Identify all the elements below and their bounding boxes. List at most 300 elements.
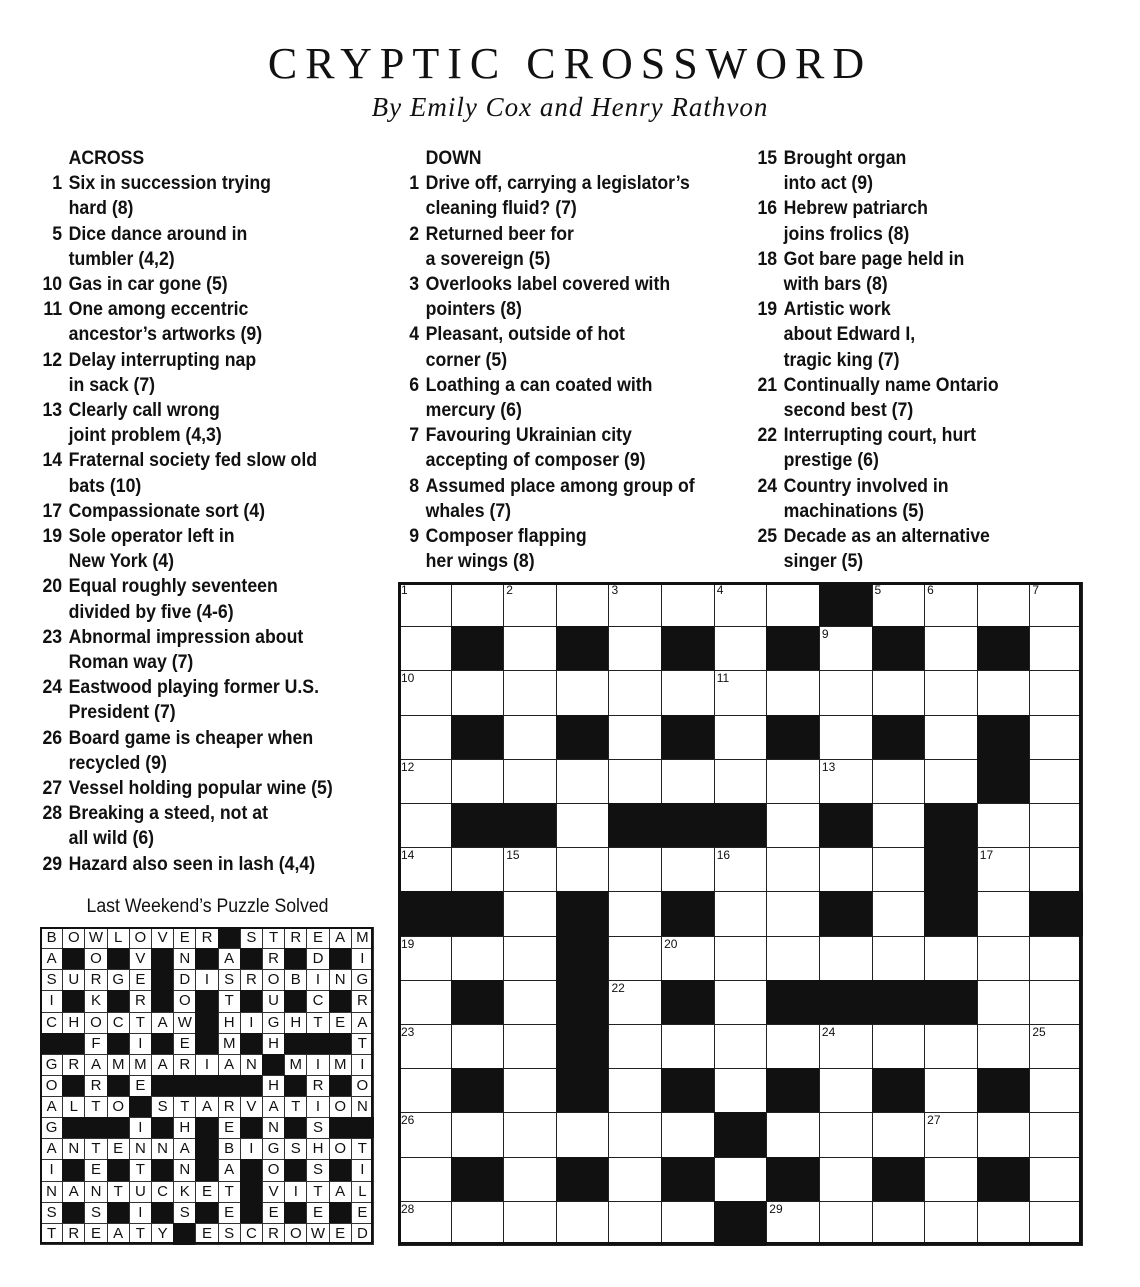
across-clue-12[interactable] bbox=[37, 348, 351, 398]
grid-cell[interactable] bbox=[608, 980, 662, 1025]
grid-cell[interactable] bbox=[503, 847, 557, 892]
solution-letter: D bbox=[306, 948, 329, 970]
down-clue-7[interactable] bbox=[394, 423, 708, 473]
down-clue-2[interactable] bbox=[394, 222, 708, 272]
grid-cell[interactable] bbox=[977, 1024, 1031, 1069]
solution-letter: B bbox=[284, 969, 307, 991]
grid-cell[interactable] bbox=[398, 1024, 452, 1069]
grid-cell[interactable] bbox=[608, 626, 662, 671]
solution-letter: E bbox=[129, 969, 152, 991]
solution-black-square bbox=[195, 1033, 218, 1055]
grid-cell[interactable] bbox=[714, 847, 768, 892]
grid-cell[interactable] bbox=[1029, 1201, 1083, 1246]
grid-cell[interactable] bbox=[398, 1068, 452, 1113]
black-square bbox=[556, 1157, 610, 1202]
grid-cell[interactable] bbox=[924, 670, 978, 715]
clue-number: 29 bbox=[42, 853, 63, 875]
solution-letter: I bbox=[40, 1159, 63, 1181]
black-square bbox=[556, 1068, 610, 1113]
grid-cell[interactable] bbox=[1029, 936, 1083, 981]
grid-cell[interactable] bbox=[872, 1024, 926, 1069]
clue-text-line: second best (7) bbox=[783, 400, 914, 422]
grid-cell[interactable] bbox=[503, 670, 557, 715]
grid-cell[interactable] bbox=[451, 936, 505, 981]
grid-cell[interactable] bbox=[1029, 582, 1083, 627]
grid-cell[interactable] bbox=[872, 803, 926, 848]
grid-cell[interactable] bbox=[977, 582, 1031, 627]
page-title: CRYPTIC CROSSWORD bbox=[267, 39, 873, 88]
grid-cell[interactable] bbox=[714, 1024, 768, 1069]
grid-cell[interactable] bbox=[556, 582, 610, 627]
clue-text-line: mercury (6) bbox=[425, 400, 522, 422]
across-clue-24[interactable] bbox=[37, 675, 351, 725]
grid-cell[interactable] bbox=[766, 936, 820, 981]
grid-cell[interactable] bbox=[451, 847, 505, 892]
down-clue-15[interactable] bbox=[752, 146, 1031, 196]
grid-cell[interactable] bbox=[661, 1201, 715, 1246]
solution-letter: B bbox=[40, 927, 63, 949]
solution-letter: T bbox=[84, 1138, 107, 1160]
grid-cell[interactable] bbox=[872, 1112, 926, 1157]
cell-number: 27 bbox=[927, 1113, 941, 1128]
grid-cell[interactable] bbox=[1029, 980, 1083, 1025]
grid-cell[interactable] bbox=[977, 803, 1031, 848]
grid-cell[interactable] bbox=[1029, 1157, 1083, 1202]
grid-cell[interactable] bbox=[924, 1024, 978, 1069]
solution-black-square bbox=[173, 1075, 196, 1097]
clue-text-line: Abnormal impression about bbox=[68, 626, 304, 648]
clue-number: 23 bbox=[42, 626, 63, 648]
grid-cell[interactable] bbox=[661, 847, 715, 892]
grid-cell[interactable] bbox=[503, 1201, 557, 1246]
grid-cell[interactable] bbox=[924, 1157, 978, 1202]
cell-number: 16 bbox=[716, 848, 731, 863]
grid-cell[interactable] bbox=[977, 891, 1031, 936]
grid-cell[interactable] bbox=[503, 1024, 557, 1069]
solution-letter: I bbox=[306, 969, 329, 991]
grid-cell[interactable] bbox=[398, 1112, 452, 1157]
grid-cell[interactable] bbox=[503, 1068, 557, 1113]
down-clue-19[interactable] bbox=[752, 297, 1031, 373]
across-clue-5[interactable] bbox=[37, 222, 351, 272]
clue-text-line: machinations (5) bbox=[783, 500, 925, 522]
solution-black-square bbox=[107, 1117, 130, 1139]
solution-letter: R bbox=[284, 927, 307, 949]
clue-text-line: Eastwood playing former U.S. bbox=[68, 677, 319, 699]
solution-black-square bbox=[151, 1075, 174, 1097]
clue-text-line: Hebrew patriarch bbox=[783, 198, 928, 220]
solution-letter: T bbox=[284, 1096, 307, 1118]
grid-cell[interactable] bbox=[451, 1201, 505, 1246]
across-clue-14[interactable] bbox=[37, 448, 351, 498]
grid-cell[interactable] bbox=[451, 670, 505, 715]
down-clue-22[interactable] bbox=[752, 423, 1031, 473]
grid-cell[interactable] bbox=[661, 670, 715, 715]
clue-number: 13 bbox=[42, 400, 63, 422]
crossword-grid[interactable] bbox=[398, 582, 1082, 1245]
grid-cell[interactable] bbox=[766, 582, 820, 627]
grid-cell[interactable] bbox=[766, 847, 820, 892]
solution-letter: N bbox=[84, 1181, 107, 1203]
grid-cell[interactable] bbox=[977, 670, 1031, 715]
solution-black-square bbox=[107, 948, 130, 970]
grid-cell[interactable] bbox=[503, 891, 557, 936]
down-clue-9[interactable] bbox=[394, 524, 708, 574]
solution-black-square bbox=[107, 1159, 130, 1181]
solution-black-square bbox=[195, 948, 218, 970]
grid-cell[interactable] bbox=[556, 847, 610, 892]
grid-cell[interactable] bbox=[661, 582, 715, 627]
solution-letter: H bbox=[62, 1012, 85, 1034]
grid-cell[interactable] bbox=[714, 936, 768, 981]
grid-cell[interactable] bbox=[1029, 1068, 1083, 1113]
grid-cell[interactable] bbox=[608, 670, 662, 715]
grid-cell[interactable] bbox=[872, 759, 926, 804]
grid-cell[interactable] bbox=[714, 715, 768, 760]
down-clue-8[interactable] bbox=[394, 474, 708, 524]
clue-text-line: her wings (8) bbox=[425, 551, 535, 573]
grid-cell[interactable] bbox=[977, 980, 1031, 1025]
grid-cell[interactable] bbox=[872, 847, 926, 892]
clue-text-line: in sack (7) bbox=[68, 374, 156, 396]
across-clue-11[interactable] bbox=[37, 297, 351, 347]
cell-number: 7 bbox=[1032, 583, 1040, 597]
solution-letter: E bbox=[218, 1202, 241, 1224]
solution-black-square bbox=[195, 1202, 218, 1224]
grid-cell[interactable] bbox=[924, 582, 978, 627]
grid-cell[interactable] bbox=[1029, 847, 1083, 892]
grid-cell[interactable] bbox=[819, 1201, 873, 1246]
grid-cell[interactable] bbox=[661, 1024, 715, 1069]
down-clue-1[interactable] bbox=[394, 171, 708, 221]
grid-cell[interactable] bbox=[608, 847, 662, 892]
down-clue-25[interactable] bbox=[752, 524, 1031, 574]
down-clue-24[interactable] bbox=[752, 474, 1031, 524]
grid-cell[interactable] bbox=[1029, 759, 1083, 804]
solution-black-square bbox=[151, 990, 174, 1012]
grid-cell[interactable] bbox=[714, 891, 768, 936]
solution-letter: R bbox=[262, 948, 285, 970]
solution-letter: I bbox=[129, 1202, 152, 1224]
solution-letter: M bbox=[329, 1054, 352, 1076]
grid-cell[interactable] bbox=[872, 582, 926, 627]
clue-text-line: Hazard also seen in lash (4,4) bbox=[68, 853, 316, 875]
grid-cell[interactable] bbox=[819, 1068, 873, 1113]
solution-letter: N bbox=[62, 1138, 85, 1160]
solution-letter: R bbox=[62, 1054, 85, 1076]
solution-letter: O bbox=[351, 1075, 374, 1097]
grid-cell[interactable] bbox=[398, 715, 452, 760]
grid-cell[interactable] bbox=[714, 626, 768, 671]
down-clue-16[interactable] bbox=[752, 196, 1031, 246]
grid-cell[interactable] bbox=[608, 1112, 662, 1157]
grid-cell[interactable] bbox=[503, 1157, 557, 1202]
grid-cell[interactable] bbox=[608, 1068, 662, 1113]
down-clue-3[interactable] bbox=[394, 272, 708, 322]
clue-text-line: divided by five (4-6) bbox=[68, 601, 234, 623]
grid-cell[interactable] bbox=[924, 1112, 978, 1157]
grid-cell[interactable] bbox=[1029, 626, 1083, 671]
black-square bbox=[608, 803, 662, 848]
grid-cell[interactable] bbox=[503, 626, 557, 671]
down-clue-21[interactable] bbox=[752, 373, 1031, 423]
solution-letter: A bbox=[151, 1012, 174, 1034]
solution-letter: T bbox=[84, 1096, 107, 1118]
grid-cell[interactable] bbox=[977, 1201, 1031, 1246]
grid-cell[interactable] bbox=[503, 582, 557, 627]
grid-cell[interactable] bbox=[608, 1024, 662, 1069]
solution-letter: S bbox=[40, 1202, 63, 1224]
cell-number: 29 bbox=[769, 1201, 783, 1216]
solution-black-square bbox=[351, 1117, 374, 1139]
grid-cell[interactable] bbox=[556, 1112, 610, 1157]
across-clue-10[interactable] bbox=[37, 272, 351, 297]
solution-black-square bbox=[329, 1202, 352, 1224]
grid-cell[interactable] bbox=[608, 1157, 662, 1202]
grid-cell[interactable] bbox=[872, 891, 926, 936]
down-clue-4[interactable] bbox=[394, 322, 708, 372]
grid-cell[interactable] bbox=[398, 1157, 452, 1202]
solution-letter: S bbox=[240, 927, 263, 949]
grid-cell[interactable] bbox=[398, 980, 452, 1025]
grid-cell[interactable] bbox=[924, 759, 978, 804]
clue-number: 19 bbox=[42, 526, 63, 548]
clue-text-line: with bars (8) bbox=[783, 274, 888, 296]
grid-cell[interactable] bbox=[608, 759, 662, 804]
solution-letter: C bbox=[107, 1012, 130, 1034]
grid-cell[interactable] bbox=[398, 1201, 452, 1246]
solution-letter: R bbox=[351, 990, 374, 1012]
solution-letter: O bbox=[329, 1096, 352, 1118]
grid-cell[interactable] bbox=[503, 715, 557, 760]
grid-cell[interactable] bbox=[714, 759, 768, 804]
clue-number: 11 bbox=[43, 299, 63, 321]
grid-cell[interactable] bbox=[1029, 1112, 1083, 1157]
clue-number: 24 bbox=[757, 475, 778, 497]
grid-cell[interactable] bbox=[661, 1112, 715, 1157]
grid-cell[interactable] bbox=[924, 715, 978, 760]
grid-cell[interactable] bbox=[766, 891, 820, 936]
grid-cell[interactable] bbox=[503, 759, 557, 804]
grid-cell[interactable] bbox=[451, 582, 505, 627]
grid-cell[interactable] bbox=[977, 936, 1031, 981]
grid-cell[interactable] bbox=[1029, 670, 1083, 715]
solution-letter: F bbox=[84, 1033, 107, 1055]
grid-cell[interactable] bbox=[608, 1201, 662, 1246]
grid-cell[interactable] bbox=[1029, 1024, 1083, 1069]
across-clue-20[interactable] bbox=[37, 574, 351, 624]
clue-number: 12 bbox=[42, 349, 63, 371]
black-square bbox=[503, 803, 557, 848]
solution-letter: E bbox=[173, 1033, 196, 1055]
grid-cell[interactable] bbox=[451, 759, 505, 804]
solution-letter: Y bbox=[151, 1223, 174, 1245]
grid-cell[interactable] bbox=[924, 1201, 978, 1246]
grid-cell[interactable] bbox=[714, 582, 768, 627]
clue-text-line: Fraternal society fed slow old bbox=[68, 450, 318, 472]
grid-cell[interactable] bbox=[977, 847, 1031, 892]
grid-cell[interactable] bbox=[608, 891, 662, 936]
grid-cell[interactable] bbox=[766, 759, 820, 804]
grid-cell[interactable] bbox=[608, 582, 662, 627]
solution-letter: S bbox=[151, 1096, 174, 1118]
solution-letter: A bbox=[62, 1181, 85, 1203]
solution-letter: O bbox=[262, 969, 285, 991]
solution-black-square bbox=[62, 1033, 85, 1055]
solution-letter: A bbox=[84, 1054, 107, 1076]
grid-cell[interactable] bbox=[766, 670, 820, 715]
cell-number: 10 bbox=[401, 671, 415, 686]
grid-cell[interactable] bbox=[661, 759, 715, 804]
black-square bbox=[766, 626, 820, 671]
solution-black-square bbox=[284, 1202, 307, 1224]
solution-black-square bbox=[62, 1075, 85, 1097]
grid-cell[interactable] bbox=[661, 936, 715, 981]
grid-cell[interactable] bbox=[819, 847, 873, 892]
solution-black-square bbox=[62, 948, 85, 970]
black-square bbox=[819, 980, 873, 1025]
clue-text-line: Assumed place among group of bbox=[425, 475, 695, 497]
cell-number: 28 bbox=[401, 1201, 415, 1216]
black-square bbox=[977, 626, 1031, 671]
across-clue-1[interactable] bbox=[37, 171, 351, 221]
across-clue-27[interactable] bbox=[37, 776, 351, 801]
clue-text-line: prestige (6) bbox=[783, 450, 879, 472]
grid-cell[interactable] bbox=[503, 936, 557, 981]
clue-text-line: Delay interrupting nap bbox=[68, 349, 257, 371]
solution-letter: W bbox=[306, 1223, 329, 1245]
grid-cell[interactable] bbox=[608, 936, 662, 981]
solution-black-square bbox=[329, 1033, 352, 1055]
clue-text-line: singer (5) bbox=[783, 551, 864, 573]
grid-cell[interactable] bbox=[872, 1201, 926, 1246]
grid-cell[interactable] bbox=[819, 936, 873, 981]
down-clue-18[interactable] bbox=[752, 247, 1031, 297]
across-clue-29[interactable] bbox=[37, 852, 351, 877]
grid-cell[interactable] bbox=[924, 626, 978, 671]
clue-text-line: Artistic work bbox=[783, 299, 891, 321]
grid-cell[interactable] bbox=[766, 1024, 820, 1069]
grid-cell[interactable] bbox=[451, 1024, 505, 1069]
clue-text-line: all wild (6) bbox=[68, 828, 155, 850]
grid-cell[interactable] bbox=[398, 803, 452, 848]
down-clues-continued bbox=[752, 146, 1031, 574]
grid-cell[interactable] bbox=[556, 759, 610, 804]
grid-cell[interactable] bbox=[819, 626, 873, 671]
down-clue-6[interactable] bbox=[394, 373, 708, 423]
grid-cell[interactable] bbox=[819, 1112, 873, 1157]
solution-black-square bbox=[218, 927, 241, 949]
solution-black-square bbox=[329, 1117, 352, 1139]
grid-cell[interactable] bbox=[766, 803, 820, 848]
solution-letter: R bbox=[62, 1223, 85, 1245]
grid-cell[interactable] bbox=[819, 715, 873, 760]
black-square bbox=[924, 891, 978, 936]
black-square bbox=[977, 1157, 1031, 1202]
grid-cell[interactable] bbox=[924, 936, 978, 981]
grid-cell[interactable] bbox=[556, 1201, 610, 1246]
solution-letter: A bbox=[173, 1138, 196, 1160]
across-clue-23[interactable] bbox=[37, 625, 351, 675]
solution-black-square bbox=[284, 990, 307, 1012]
clue-text-line: Board game is cheaper when bbox=[68, 727, 314, 749]
solution-letter: M bbox=[351, 927, 374, 949]
across-clue-26[interactable] bbox=[37, 726, 351, 776]
grid-cell[interactable] bbox=[872, 670, 926, 715]
across-clue-19[interactable] bbox=[37, 524, 351, 574]
grid-cell[interactable] bbox=[714, 1068, 768, 1113]
solution-black-square bbox=[195, 1159, 218, 1181]
solution-letter: U bbox=[262, 990, 285, 1012]
solution-letter: R bbox=[240, 969, 263, 991]
grid-cell[interactable] bbox=[398, 670, 452, 715]
solution-letter: C bbox=[40, 1012, 63, 1034]
solution-letter: A bbox=[40, 1096, 63, 1118]
solution-letter: D bbox=[351, 1223, 374, 1245]
solution-letter: A bbox=[195, 1096, 218, 1118]
clue-number: 24 bbox=[42, 677, 63, 699]
clue-text-line: Drive off, carrying a legislator’s bbox=[425, 173, 690, 195]
grid-cell[interactable] bbox=[819, 1024, 873, 1069]
grid-cell[interactable] bbox=[451, 1112, 505, 1157]
solution-letter: G bbox=[262, 1012, 285, 1034]
grid-cell[interactable] bbox=[872, 936, 926, 981]
grid-cell[interactable] bbox=[819, 759, 873, 804]
grid-cell[interactable] bbox=[714, 670, 768, 715]
grid-cell[interactable] bbox=[924, 1068, 978, 1113]
solution-letter: G bbox=[40, 1117, 63, 1139]
grid-cell[interactable] bbox=[398, 759, 452, 804]
grid-cell[interactable] bbox=[819, 670, 873, 715]
clue-number: 19 bbox=[757, 299, 778, 321]
grid-cell[interactable] bbox=[766, 1201, 820, 1246]
grid-cell[interactable] bbox=[977, 1112, 1031, 1157]
clue-number: 25 bbox=[757, 526, 778, 548]
cell-number: 19 bbox=[401, 936, 415, 951]
solution-black-square bbox=[218, 1075, 241, 1097]
grid-cell[interactable] bbox=[1029, 803, 1083, 848]
grid-cell[interactable] bbox=[503, 980, 557, 1025]
clue-text-line: Breaking a steed, not at bbox=[68, 803, 268, 825]
across-clues bbox=[37, 146, 351, 877]
grid-cell[interactable] bbox=[556, 670, 610, 715]
grid-cell[interactable] bbox=[714, 1157, 768, 1202]
solution-letter: W bbox=[173, 1012, 196, 1034]
grid-cell[interactable] bbox=[398, 626, 452, 671]
solution-black-square bbox=[195, 1117, 218, 1139]
clue-text-line: about Edward I, bbox=[783, 324, 916, 346]
solution-letter: A bbox=[40, 948, 63, 970]
across-clue-17[interactable] bbox=[37, 499, 351, 524]
solution-letter: T bbox=[107, 1181, 130, 1203]
solution-letter: E bbox=[306, 1202, 329, 1224]
grid-cell[interactable] bbox=[398, 936, 452, 981]
solution-letter: H bbox=[306, 1138, 329, 1160]
grid-cell[interactable] bbox=[766, 1112, 820, 1157]
grid-cell[interactable] bbox=[819, 1157, 873, 1202]
across-clue-13[interactable] bbox=[37, 398, 351, 448]
grid-cell[interactable] bbox=[714, 980, 768, 1025]
grid-cell[interactable] bbox=[556, 803, 610, 848]
grid-cell[interactable] bbox=[398, 582, 452, 627]
solution-letter: T bbox=[40, 1223, 63, 1245]
solution-black-square bbox=[107, 1033, 130, 1055]
grid-cell[interactable] bbox=[398, 847, 452, 892]
grid-cell[interactable] bbox=[608, 715, 662, 760]
grid-cell[interactable] bbox=[1029, 715, 1083, 760]
grid-cell[interactable] bbox=[503, 1112, 557, 1157]
across-clue-28[interactable] bbox=[37, 801, 351, 851]
